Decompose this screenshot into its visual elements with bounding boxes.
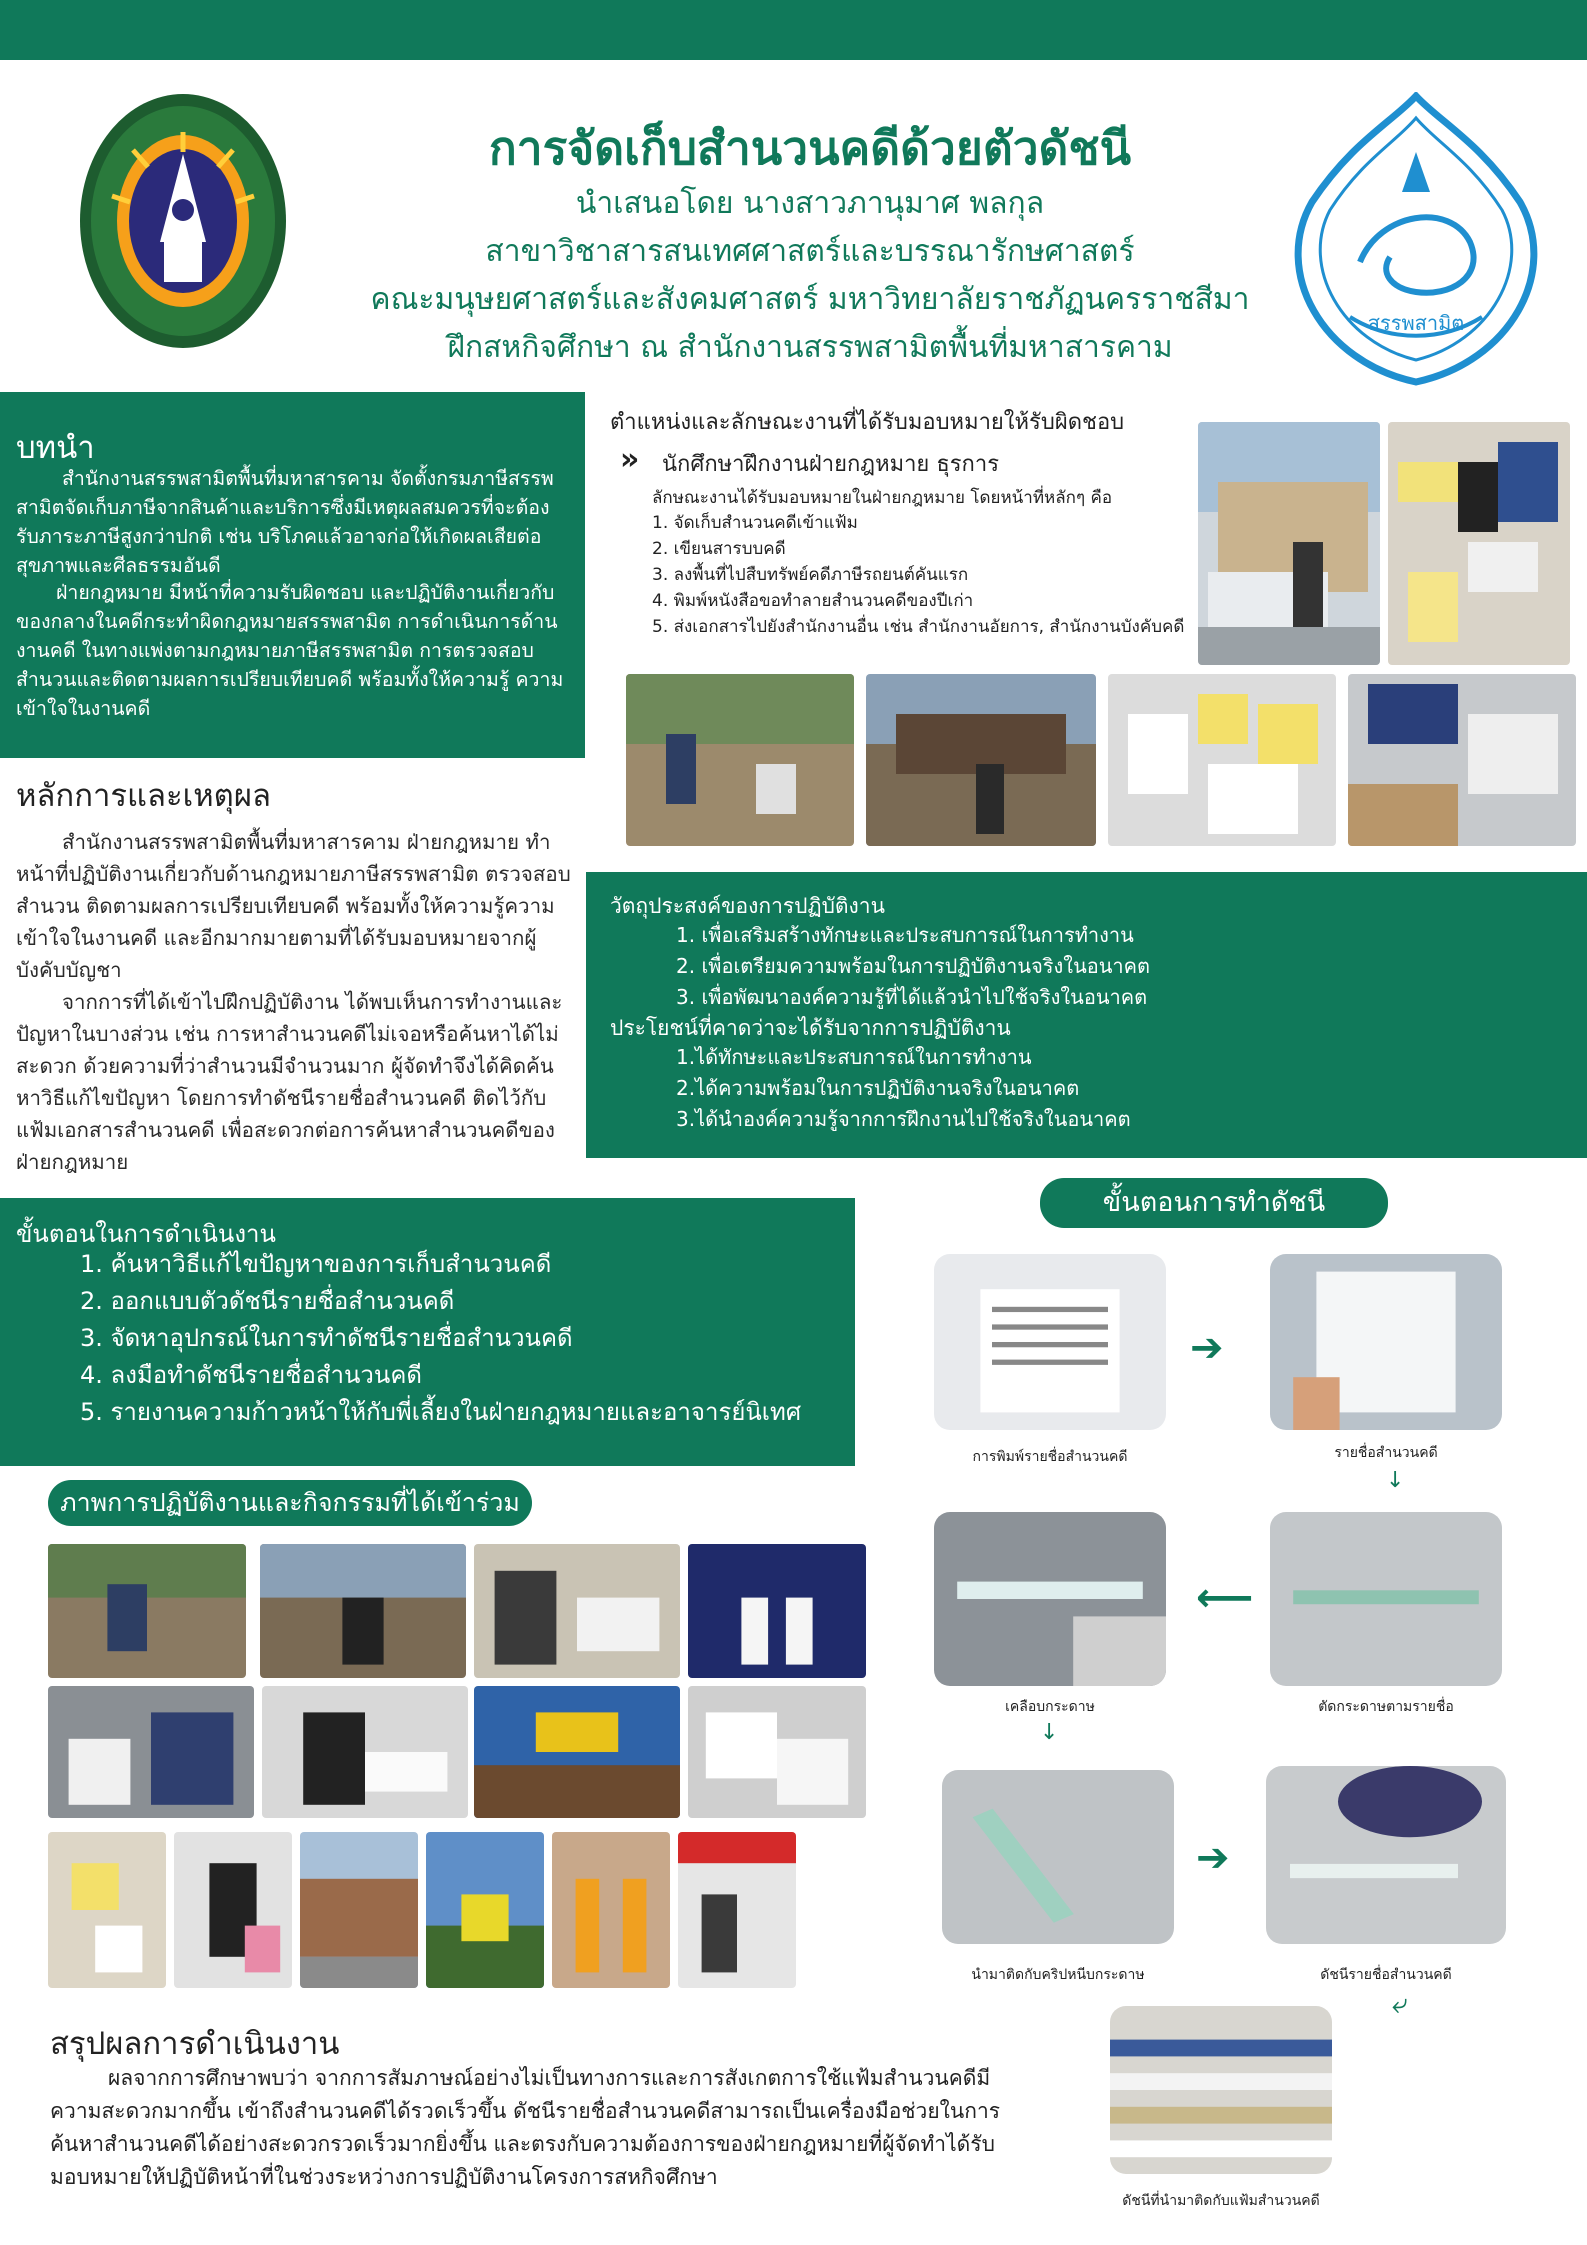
objective-item: 1. เพื่อเสริมสร้างทักษะและประสบการณ์ในการทำงาน	[676, 923, 1134, 947]
step-photo-name-list	[1270, 1254, 1502, 1430]
filing-photo	[1388, 422, 1570, 665]
benefits-list	[676, 1042, 1131, 1135]
seal-text: สรรพสามิต	[1367, 311, 1465, 335]
position-role: นักศึกษาฝึกงานฝ่ายกฎหมาย ธุรการ	[662, 452, 1000, 477]
objectives-panel	[586, 872, 1587, 1158]
rationale-heading: หลักการและเหตุผล	[16, 778, 271, 814]
duty-item: 5. ส่งเอกสารไปยังสำนักงานอื่น เช่น สำนักงานอัยการ, สำนักงานบังคับคดี	[652, 617, 1185, 637]
gallery-heading: ภาพการปฏิบัติงานและกิจกรรมที่ได้เข้าร่วม	[48, 1480, 532, 1526]
university-logo	[78, 92, 288, 350]
faculty-line: คณะมนุษยศาสตร์และสังคมศาสตร์ มหาวิทยาลัยราชภัฏนครราชสีมา	[370, 282, 1250, 317]
step-caption: เคลือบกระดาษ	[1005, 1699, 1095, 1715]
activity-photo	[300, 1832, 418, 1988]
activity-photo	[48, 1832, 166, 1988]
benefits-heading: ประโยชน์ที่คาดว่าจะได้รับจากการปฏิบัติงาน	[610, 1016, 1011, 1040]
procedure-panel	[0, 1198, 855, 1466]
arrow-right-icon: ➔	[1196, 1835, 1230, 1881]
step-caption: ดัชนีรายชื่อสำนวนคดี	[1320, 1967, 1452, 1983]
presenter-line: นำเสนอโดย นางสาวภานุมาศ พลกุล	[575, 186, 1045, 221]
procedure-item: 3. จัดหาอุปกรณ์ในการทำดัชนีรายชื่อสำนวนคดี	[80, 1324, 573, 1352]
procedure-heading: ขั้นตอนในการดำเนินงาน	[16, 1220, 276, 1248]
internship-line: ฝึกสหกิจศึกษา ณ สำนักงานสรรพสามิตพื้นที่มหาสารคาม	[447, 330, 1173, 365]
activity-photo	[678, 1832, 796, 1988]
poster-title: การจัดเก็บสำนวนคดีด้วยตัวดัชนี	[488, 121, 1132, 175]
rationale-paragraph-1: สำนักงานสรรพสามิตพื้นที่มหาสารคาม ฝ่ายกฎหมาย ทำหน้าที่ปฏิบัติงานเกี่ยวกับด้านกฎหมายภาษีสรรพสามิต ตรวจสอบสำนวน ติดตามผลการเปรียบเทียบคดี พร้อมทั้งให้ความรู้ความเข้าใจในงานคดี และอีกมากมายตามที่ได้รับมอบหมายจากผู้บังคับบัญชา	[16, 830, 571, 982]
benefit-item: 2.ได้ความพร้อมในการปฏิบัติงานจริงในอนาคต	[676, 1076, 1080, 1100]
procedure-item: 5. รายงานความก้าวหน้าให้กับพี่เลี้ยงในฝ่ายกฎหมายและอาจารย์นิเทศ	[80, 1398, 802, 1426]
procedure-item: 1. ค้นหาวิธีแก้ไขปัญหาของการเก็บสำนวนคดี	[80, 1250, 552, 1278]
objective-item: 3. เพื่อพัฒนาองค์ความรู้ที่ได้แล้วนำไปใช้จริงในอนาคต	[676, 985, 1148, 1009]
activity-photo	[688, 1544, 866, 1678]
documents-photo	[1108, 674, 1336, 846]
procedure-item: 2. ออกแบบตัวดัชนีรายชื่อสำนวนคดี	[80, 1287, 455, 1315]
step-photo-index-finished	[1266, 1766, 1506, 1944]
activity-photo	[688, 1686, 866, 1818]
step-photo-clip	[942, 1770, 1174, 1944]
activity-photo	[474, 1544, 680, 1678]
index-steps-heading: ขั้นตอนการทำดัชนี	[1040, 1178, 1388, 1228]
step-caption: การพิมพ์รายชื่อสำนวนคดี	[972, 1449, 1128, 1465]
arrow-down-icon: ↓	[1386, 1468, 1405, 1493]
procedure-item: 4. ลงมือทำดัชนีรายชื่อสำนวนคดี	[80, 1361, 422, 1389]
objectives-list	[676, 920, 1150, 1013]
activity-photo	[174, 1832, 292, 1988]
arrow-left-icon: ⟵	[1196, 1575, 1254, 1621]
intro-paragraph-1: สำนักงานสรรพสามิตพื้นที่มหาสารคาม จัดตั้งกรมภาษีสรรพสามิตจัดเก็บภาษีจากสินค้าและบริการซึ่งมีเหตุผลสมควรที่จะต้องรับภาระภาษีสูงกว่าปกติ เช่น บริโภคแล้วอาจก่อให้เกิดผลเสียต่อสุขภาพและศีลธรรมอันดี	[16, 467, 554, 577]
duty-item: 1. จัดเก็บสำนวนคดีเข้าแฟ้ม	[652, 513, 858, 533]
excise-department-seal	[1290, 92, 1542, 386]
position-heading: ตำแหน่งและลักษณะงานที่ได้รับมอบหมายให้รับผิดชอบ	[610, 410, 1125, 435]
top-bar	[0, 0, 1587, 60]
intro-panel	[0, 392, 585, 758]
intro-heading: บทนำ	[16, 430, 95, 466]
curved-arrow-icon: ⤶	[1392, 1987, 1408, 2020]
desk-photo	[1348, 674, 1576, 846]
step-caption: รายชื่อสำนวนคดี	[1334, 1445, 1438, 1461]
activity-photo	[552, 1832, 670, 1988]
objective-item: 2. เพื่อเตรียมความพร้อมในการปฏิบัติงานจริงในอนาคต	[676, 954, 1151, 978]
conclusion-heading: สรุปผลการดำเนินงาน	[50, 2026, 340, 2062]
chevron-right-icon: »	[620, 442, 640, 477]
step-caption: นำมาติดกับคริปหนีบกระดาษ	[971, 1967, 1145, 1983]
duties-intro: ลักษณะงานได้รับมอบหมายในฝ่ายกฎหมาย โดยหน้าที่หลักๆ คือ	[652, 488, 1113, 508]
procedure-list	[80, 1246, 801, 1431]
arrow-right-icon: ➔	[1190, 1325, 1224, 1371]
rationale-paragraph-2: จากการที่ได้เข้าไปฝึกปฏิบัติงาน ได้พบเห็นการทำงานและปัญหาในบางส่วน เช่น การหาสำนวนคดีไม่เจอหรือค้นหาได้ไม่สะดวก ด้วยความที่ว่าสำนวนมีจำนวนมาก ผู้จัดทำจึงได้คิดค้นหาวิธีแก้ไขปัญหา โดยการทำดัชนีรายชื่อสำนวนคดี ติดไว้กับแฟ้มเอกสารสำนวนคดี เพื่อสะดวกต่อการค้นหาสำนวนคดีของฝ่ายกฎหมาย	[16, 990, 563, 1174]
intro-paragraph-2: ฝ่ายกฎหมาย มีหน้าที่ความรับผิดชอบ และปฏิบัติงานเกี่ยวกับของกลางในคดีกระทำผิดกฎหมายสรรพสามิต การดำเนินการด้านงานคดี ในทางแพ่งตามกฎหมายภาษีสรรพสามิต การตรวจสอบสำนวนและติดตามผลการเปรียบเทียบคดี พร้อมทั้งให้ความรู้ ความเข้าใจในงานคดี	[16, 581, 564, 720]
activity-photo	[474, 1686, 680, 1818]
arrow-down-icon: ↓	[1040, 1720, 1059, 1745]
step-caption: ตัดกระดาษตามรายชื่อ	[1318, 1699, 1454, 1715]
duty-item: 4. พิมพ์หนังสือขอทำลายสำนวนคดีของปีเก่า	[652, 591, 974, 611]
activity-photo	[426, 1832, 544, 1988]
duty-item: 2. เขียนสารบบคดี	[652, 539, 786, 559]
duties-list	[652, 510, 1184, 640]
activity-photo	[260, 1544, 466, 1678]
program-line: สาขาวิชาสารสนเทศศาสตร์และบรรณารักษศาสตร์	[485, 234, 1135, 269]
step-photo-laminate	[934, 1512, 1166, 1686]
office-photo	[1198, 422, 1380, 665]
step-photo-index-on-files	[1110, 2006, 1332, 2174]
activity-photo	[262, 1686, 468, 1818]
step-caption: ดัชนีที่นำมาติดกับแฟ้มสำนวนคดี	[1122, 2193, 1320, 2209]
activity-photo	[48, 1686, 254, 1818]
activity-photo	[48, 1544, 246, 1678]
benefit-item: 3.ได้นำองค์ความรู้จากการฝึกงานไปใช้จริงในอนาคต	[676, 1107, 1131, 1131]
step-photo-print-list	[934, 1254, 1166, 1430]
duty-item: 3. ลงพื้นที่ไปสืบทรัพย์คดีภาษีรถยนต์คันแรก	[652, 565, 969, 585]
conclusion-text: ผลจากการศึกษาพบว่า จากการสัมภาษณ์อย่างไม่เป็นทางการและการสังเกตการใช้แฟ้มสำนวนคดีมีความสะดวกมากขึ้น เข้าถึงสำนวนคดีได้รวดเร็วขึ้น ดัชนีรายชื่อสำนวนคดีสามารถเป็นเครื่องมือช่วยในการค้นหาสำนวนคดีได้อย่างสะดวกรวดเร็วมากยิ่งขึ้น และตรงกับความต้องการของฝ่ายกฎหมายที่ผู้จัดทำได้รับมอบหมายให้ปฏิบัติหน้าที่ในช่วงระหว่างการปฏิบัติงานโครงการสหกิจศึกษา	[50, 2066, 1001, 2189]
objectives-heading: วัตถุประสงค์ของการปฏิบัติงาน	[610, 894, 885, 918]
field-photo-2	[866, 674, 1096, 846]
field-photo-1	[626, 674, 854, 846]
benefit-item: 1.ได้ทักษะและประสบการณ์ในการทำงาน	[676, 1045, 1032, 1069]
step-photo-cut-paper	[1270, 1512, 1502, 1686]
